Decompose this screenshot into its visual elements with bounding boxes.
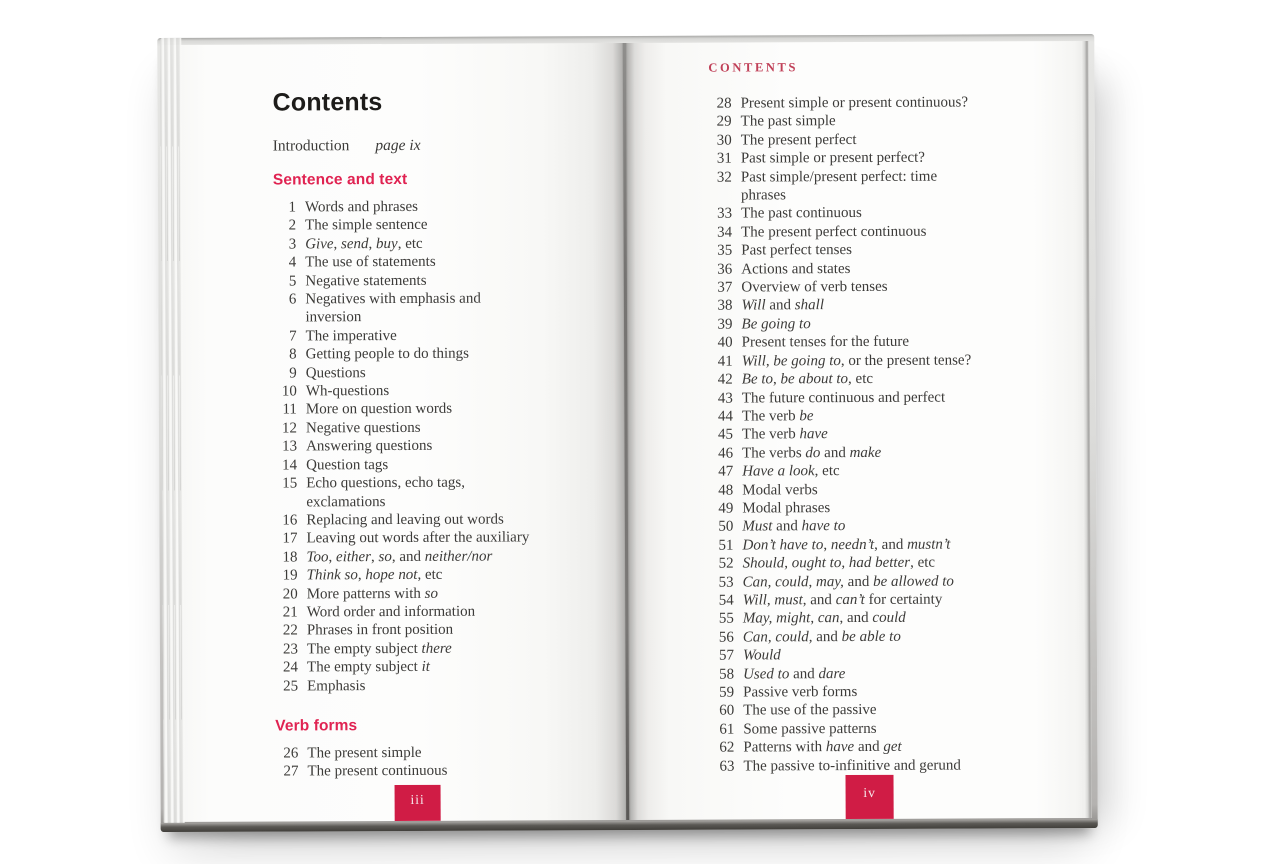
- toc-item: [275, 676, 627, 696]
- toc-item: [274, 381, 626, 401]
- toc-item: [273, 289, 625, 327]
- toc-item: [273, 197, 625, 217]
- toc-item-number: 3: [288, 236, 297, 253]
- toc-item-title: Wh-questions: [305, 383, 390, 400]
- toc-item: [711, 608, 1091, 628]
- toc-item: [275, 639, 627, 659]
- toc-item-number: 49: [718, 500, 734, 517]
- toc-item: [710, 332, 1090, 352]
- toc-item-number: 38: [717, 298, 733, 315]
- toc-item: [711, 590, 1091, 610]
- toc-item: [274, 436, 626, 456]
- toc-item-title: Overview of verb tenses: [741, 278, 888, 296]
- toc-item-number: 31: [716, 150, 732, 167]
- toc-item-title: Getting people to do things: [305, 345, 470, 363]
- toc-item-title: The use of statements: [305, 254, 436, 271]
- toc-item-title: Too, either, so, and neither/nor: [306, 548, 493, 566]
- toc-item-title: Will, must, and can’t for certainty: [742, 591, 943, 609]
- toc-item-number: 29: [716, 113, 732, 131]
- toc-item: [709, 167, 1089, 205]
- toc-item: [275, 584, 627, 604]
- toc-item: [274, 455, 626, 475]
- toc-item-title: Will, be going to, or the present tense?: [741, 352, 972, 370]
- toc-item-number: 22: [282, 622, 298, 639]
- toc-item-number: 53: [718, 574, 734, 591]
- toc-item-title: The present perfect continuous: [741, 223, 927, 241]
- toc-item-number: 21: [282, 604, 298, 621]
- toc-item-number: 56: [718, 629, 734, 646]
- toc-item: [274, 344, 626, 364]
- toc-item-title: The simple sentence: [305, 217, 428, 234]
- toc-item-title: Echo questions, echo tags, exclamations: [306, 474, 465, 510]
- introduction-page-ref: page ix: [375, 136, 421, 155]
- toc-item-number: 11: [282, 401, 297, 418]
- toc-item: [710, 535, 1090, 555]
- toc-item-number: 57: [718, 647, 735, 664]
- toc-item: [274, 418, 626, 438]
- right-page: [624, 41, 1091, 820]
- toc-item-number: 61: [719, 721, 735, 738]
- toc-item-title: Negative questions: [305, 419, 421, 437]
- toc-item-title: Emphasis: [307, 677, 366, 694]
- toc-item-title: Think so, hope not, etc: [306, 566, 443, 584]
- toc-item-number: 13: [282, 438, 298, 455]
- toc-item: [711, 572, 1091, 592]
- toc-item-number: 9: [289, 365, 297, 382]
- toc-item: [709, 295, 1089, 315]
- toc-item-number: 1: [288, 199, 297, 216]
- toc-item: [273, 215, 625, 235]
- toc-item-title: Negative statements: [305, 272, 427, 290]
- toc-item: [273, 234, 625, 254]
- toc-item: [275, 602, 627, 622]
- toc-item-title: Give, send, buy, etc: [305, 235, 423, 253]
- toc-item: [709, 93, 1089, 113]
- toc-item: [709, 111, 1089, 131]
- contents-running-header: CONTENTS: [708, 60, 799, 75]
- toc-item-title: Patterns with have and get: [743, 739, 902, 756]
- toc-item-title: Word order and information: [306, 603, 476, 621]
- toc-item-number: 34: [717, 224, 733, 241]
- toc-item-number: 39: [717, 316, 733, 333]
- toc-item-title: Used to and dare: [743, 665, 846, 683]
- toc-item: [709, 277, 1089, 297]
- toc-item: [709, 314, 1089, 334]
- toc-item-title: The past continuous: [741, 205, 862, 222]
- toc-item-title: Will and shall: [741, 297, 825, 314]
- toc-item: [274, 399, 626, 419]
- toc-item-title: The future continuous and perfect: [741, 389, 946, 406]
- toc-item: [710, 369, 1090, 389]
- toc-item: [275, 547, 627, 567]
- toc-item: [710, 443, 1090, 463]
- toc-item-title: The empty subject there: [306, 640, 452, 658]
- toc-item-number: 37: [717, 279, 733, 296]
- toc-item-title: The verbs do and make: [742, 444, 882, 462]
- introduction-label: Introduction: [272, 137, 350, 155]
- toc-item-number: 16: [282, 512, 298, 529]
- toc-item: [273, 271, 625, 291]
- toc-item-title: Have a look, etc: [742, 463, 840, 480]
- toc-item-number: 43: [717, 390, 733, 407]
- toc-item-title: Questions: [305, 364, 366, 382]
- toc-item-title: More on question words: [305, 401, 453, 418]
- toc-item-title: Some passive patterns: [743, 720, 877, 738]
- toc-item-title: Negatives with emphasis and inversion: [305, 290, 481, 326]
- toc-item-title: The passive to-infinitive and gerund: [743, 757, 961, 775]
- toc-item-title: The empty subject it: [306, 659, 430, 676]
- introduction-row: [273, 136, 625, 156]
- toc-item-number: 28: [716, 95, 732, 112]
- toc-item-number: 33: [717, 205, 733, 223]
- toc-item-number: 23: [282, 641, 298, 658]
- toc-item: [709, 240, 1089, 260]
- toc-item-title: Can, could, and be able to: [742, 628, 901, 646]
- toc-item-title: Replacing and leaving out words: [306, 511, 504, 529]
- toc-item: [275, 657, 627, 677]
- toc-item: [274, 528, 626, 548]
- toc-item: [711, 627, 1091, 647]
- toc-item: [710, 516, 1090, 536]
- toc-item: [709, 130, 1089, 150]
- toc-item-number: 51: [718, 537, 734, 554]
- toc-item-title: Be to, be about to, etc: [741, 371, 874, 388]
- toc-item-number: 27: [283, 763, 299, 780]
- toc-item-title: The present perfect: [740, 131, 857, 149]
- toc-item-number: 42: [717, 371, 733, 388]
- toc-item: [709, 222, 1089, 242]
- toc-item: [274, 326, 626, 346]
- toc-item-number: 17: [282, 530, 298, 547]
- toc-item-number: 40: [717, 334, 733, 351]
- book: [160, 34, 1091, 830]
- section-heading-sentence-and-text: Sentence and text: [272, 170, 408, 189]
- toc-item-number: 47: [718, 463, 734, 480]
- toc-item-number: 5: [288, 273, 297, 290]
- toc-item-number: 50: [718, 518, 734, 535]
- toc-item-number: 55: [718, 610, 734, 627]
- toc-item-title: Words and phrases: [304, 198, 418, 216]
- toc-item: [711, 700, 1091, 720]
- toc-item-title: The use of the passive: [743, 702, 877, 719]
- toc-item-number: 15: [282, 475, 298, 492]
- toc-item-title: The past simple: [740, 113, 836, 130]
- toc-item-number: 24: [282, 659, 299, 676]
- toc-item-number: 30: [716, 132, 732, 149]
- toc-item-title: Would: [742, 647, 781, 664]
- toc-item-number: 14: [282, 457, 298, 474]
- toc-item: [273, 252, 625, 272]
- toc-item-number: 7: [289, 328, 297, 345]
- toc-item: [274, 473, 626, 511]
- toc-item-title: The present simple: [307, 744, 422, 762]
- toc-item-number: 10: [281, 383, 297, 400]
- toc-item-number: 36: [717, 261, 733, 278]
- toc-item-number: 52: [718, 555, 734, 572]
- toc-item-title: The imperative: [305, 327, 397, 345]
- toc-item: [274, 363, 626, 383]
- toc-item-number: 45: [717, 426, 734, 443]
- toc-item-title: Must and have to: [742, 518, 846, 535]
- toc-item-number: 4: [288, 254, 297, 271]
- toc-list-continued: [709, 93, 1092, 776]
- toc-item: [710, 461, 1090, 481]
- toc-item: [711, 553, 1091, 573]
- toc-list-verb-forms: [275, 743, 627, 781]
- toc-item-number: 46: [718, 445, 734, 462]
- toc-item-number: 58: [719, 666, 735, 683]
- toc-item: [711, 719, 1091, 739]
- toc-item: [710, 351, 1090, 371]
- toc-item: [275, 743, 627, 763]
- toc-item: [275, 761, 627, 781]
- toc-item: [275, 620, 627, 640]
- toc-item-number: 8: [289, 346, 297, 363]
- toc-item: [709, 148, 1089, 168]
- toc-item-title: Should, ought to, had better, etc: [742, 554, 936, 572]
- toc-item-number: 62: [719, 739, 735, 756]
- toc-item-number: 44: [717, 408, 733, 425]
- toc-item-title: The verb have: [741, 426, 828, 443]
- toc-item-title: Don’t have to, needn’t, and mustn’t: [742, 536, 951, 554]
- toc-item: [711, 682, 1091, 702]
- page-number-badge-right: iv: [845, 775, 893, 819]
- toc-item: [709, 259, 1089, 279]
- toc-item-title: Modal verbs: [742, 481, 818, 499]
- toc-item: [275, 565, 627, 585]
- left-page: [160, 43, 627, 822]
- toc-item-title: The verb be: [741, 408, 814, 425]
- toc-item-title: Answering questions: [306, 438, 433, 455]
- page-title: Contents: [272, 88, 383, 117]
- toc-item-number: 19: [282, 567, 298, 584]
- toc-item-title: Be going to: [741, 316, 811, 333]
- toc-item-title: Passive verb forms: [743, 683, 858, 701]
- toc-item-title: Present tenses for the future: [741, 334, 910, 351]
- toc-item-number: 41: [717, 353, 733, 370]
- toc-item-number: 54: [718, 592, 734, 609]
- toc-item-number: 2: [288, 217, 297, 234]
- toc-item: [711, 756, 1091, 776]
- section-heading-verb-forms: Verb forms: [275, 717, 358, 735]
- toc-item-number: 6: [288, 291, 297, 308]
- toc-item-number: 32: [716, 169, 732, 186]
- page-stack-edge-left: [160, 38, 184, 830]
- toc-item-number: 59: [719, 684, 735, 701]
- toc-list-sentence-and-text: [273, 197, 627, 695]
- toc-item-number: 63: [719, 758, 735, 775]
- toc-item-number: 12: [281, 420, 298, 437]
- page-number-badge-left: iii: [395, 785, 441, 821]
- toc-item-number: 20: [282, 585, 298, 603]
- toc-item-number: 48: [718, 482, 734, 499]
- toc-item: [710, 480, 1090, 500]
- toc-item-title: Present simple or present continuous?: [740, 94, 969, 112]
- toc-item-number: 60: [719, 702, 735, 720]
- toc-item-number: 25: [283, 677, 299, 695]
- toc-item: [710, 406, 1090, 426]
- toc-item-title: Actions and states: [741, 260, 851, 278]
- toc-item: [710, 387, 1090, 407]
- toc-item-title: Phrases in front position: [306, 622, 454, 639]
- toc-item: [711, 645, 1091, 665]
- toc-item: [710, 424, 1090, 444]
- toc-item-title: Can, could, may, and be allowed to: [742, 573, 954, 591]
- toc-item: [711, 737, 1091, 757]
- toc-item: [711, 664, 1091, 684]
- toc-item: [709, 203, 1089, 223]
- toc-item-title: Question tags: [306, 456, 389, 474]
- toc-item-title: May, might, can, and could: [742, 610, 906, 627]
- toc-item-title: Leaving out words after the auxiliary: [306, 529, 530, 547]
- toc-item-title: More patterns with so: [306, 585, 438, 602]
- toc-item-number: 26: [283, 745, 299, 762]
- toc-item: [710, 498, 1090, 518]
- toc-item-number: 18: [282, 549, 298, 566]
- toc-item-title: Modal phrases: [742, 500, 831, 517]
- toc-item-title: Past perfect tenses: [741, 242, 853, 259]
- toc-item-title: Past simple/present perfect: time phrases: [740, 168, 938, 204]
- toc-item-title: Past simple or present perfect?: [740, 149, 925, 167]
- toc-item-title: The present continuous: [307, 763, 448, 780]
- toc-item-number: 35: [717, 242, 733, 259]
- toc-item: [274, 510, 626, 530]
